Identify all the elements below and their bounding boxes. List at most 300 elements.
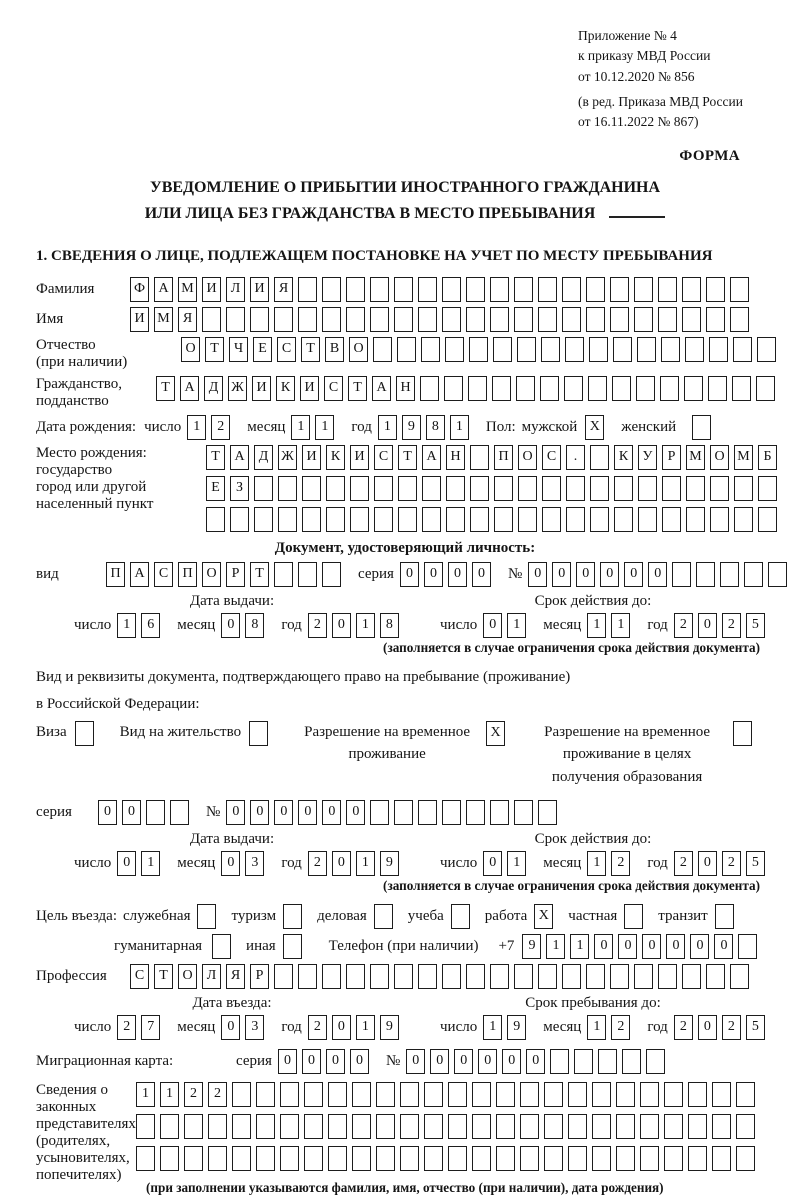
char-box[interactable] [346, 964, 365, 989]
char-box[interactable]: 9 [380, 851, 399, 876]
char-box[interactable]: М [178, 277, 197, 302]
char-box[interactable] [304, 1114, 323, 1139]
char-box[interactable] [304, 1082, 323, 1107]
char-box[interactable] [206, 507, 225, 532]
char-box[interactable] [710, 476, 729, 501]
char-box[interactable]: 2 [674, 851, 693, 876]
char-box[interactable] [496, 1146, 515, 1171]
char-box[interactable]: Т [250, 562, 269, 587]
char-box[interactable] [298, 277, 317, 302]
char-box[interactable]: М [154, 307, 173, 332]
char-box[interactable] [374, 476, 393, 501]
char-box[interactable]: 1 [315, 415, 334, 440]
char-box[interactable] [592, 1146, 611, 1171]
char-box[interactable]: 1 [141, 851, 160, 876]
purpose-official-checkbox[interactable] [197, 904, 216, 929]
char-box[interactable] [302, 507, 321, 532]
char-box[interactable] [394, 307, 413, 332]
char-box[interactable] [446, 476, 465, 501]
char-box[interactable]: 2 [211, 415, 230, 440]
char-box[interactable]: Р [250, 964, 269, 989]
char-box[interactable]: 0 [624, 562, 643, 587]
char-box[interactable]: Б [758, 445, 777, 470]
char-box[interactable]: П [106, 562, 125, 587]
char-box[interactable] [565, 337, 584, 362]
char-box[interactable]: 0 [698, 851, 717, 876]
char-box[interactable] [730, 964, 749, 989]
char-box[interactable]: К [326, 445, 345, 470]
char-box[interactable] [232, 1114, 251, 1139]
char-box[interactable]: И [130, 307, 149, 332]
char-box[interactable]: М [734, 445, 753, 470]
char-box[interactable]: П [178, 562, 197, 587]
char-box[interactable]: 0 [526, 1049, 545, 1074]
char-box[interactable]: 0 [600, 562, 619, 587]
char-box[interactable]: 3 [245, 851, 264, 876]
char-box[interactable] [616, 1114, 635, 1139]
char-box[interactable] [472, 1082, 491, 1107]
char-box[interactable] [730, 307, 749, 332]
char-box[interactable]: Т [348, 376, 367, 401]
char-box[interactable] [640, 1114, 659, 1139]
char-box[interactable]: К [614, 445, 633, 470]
char-box[interactable]: 9 [380, 1015, 399, 1040]
char-box[interactable] [544, 1146, 563, 1171]
char-box[interactable] [445, 337, 464, 362]
char-box[interactable] [640, 1082, 659, 1107]
char-box[interactable] [232, 1146, 251, 1171]
char-box[interactable] [304, 1146, 323, 1171]
char-box[interactable]: Я [226, 964, 245, 989]
char-box[interactable] [538, 964, 557, 989]
char-box[interactable] [592, 1114, 611, 1139]
char-box[interactable]: 5 [746, 1015, 765, 1040]
char-box[interactable]: 1 [378, 415, 397, 440]
char-box[interactable]: 2 [722, 1015, 741, 1040]
char-box[interactable] [736, 1146, 755, 1171]
char-box[interactable] [613, 337, 632, 362]
char-box[interactable]: 0 [221, 1015, 240, 1040]
char-box[interactable]: 0 [332, 1015, 351, 1040]
purpose-private-checkbox[interactable] [624, 904, 643, 929]
char-box[interactable]: С [324, 376, 343, 401]
char-box[interactable] [424, 1082, 443, 1107]
char-box[interactable] [278, 476, 297, 501]
char-box[interactable] [682, 277, 701, 302]
char-box[interactable]: 0 [122, 800, 141, 825]
char-box[interactable]: Т [301, 337, 320, 362]
char-box[interactable] [736, 1114, 755, 1139]
char-box[interactable]: 1 [483, 1015, 502, 1040]
char-box[interactable] [730, 277, 749, 302]
char-box[interactable] [424, 1146, 443, 1171]
char-box[interactable]: 0 [642, 934, 661, 959]
char-box[interactable]: М [686, 445, 705, 470]
char-box[interactable] [586, 964, 605, 989]
char-box[interactable]: 0 [424, 562, 443, 587]
char-box[interactable] [446, 507, 465, 532]
char-box[interactable] [280, 1146, 299, 1171]
char-box[interactable]: 0 [594, 934, 613, 959]
char-box[interactable] [616, 1146, 635, 1171]
char-box[interactable] [256, 1114, 275, 1139]
char-box[interactable] [616, 1082, 635, 1107]
char-box[interactable] [470, 445, 489, 470]
char-box[interactable] [520, 1082, 539, 1107]
char-box[interactable] [768, 562, 787, 587]
char-box[interactable]: 1 [356, 613, 375, 638]
char-box[interactable] [720, 562, 739, 587]
char-box[interactable] [756, 376, 775, 401]
purpose-transit-checkbox[interactable] [715, 904, 734, 929]
char-box[interactable] [622, 1049, 641, 1074]
char-box[interactable] [614, 507, 633, 532]
char-box[interactable]: Р [662, 445, 681, 470]
char-box[interactable] [661, 337, 680, 362]
char-box[interactable] [328, 1082, 347, 1107]
char-box[interactable]: 1 [117, 613, 136, 638]
char-box[interactable] [538, 307, 557, 332]
char-box[interactable] [376, 1114, 395, 1139]
char-box[interactable] [370, 277, 389, 302]
char-box[interactable] [444, 376, 463, 401]
char-box[interactable] [640, 1146, 659, 1171]
char-box[interactable] [184, 1114, 203, 1139]
char-box[interactable]: 0 [618, 934, 637, 959]
char-box[interactable] [610, 307, 629, 332]
char-box[interactable]: 2 [722, 851, 741, 876]
char-box[interactable] [538, 800, 557, 825]
char-box[interactable]: И [302, 445, 321, 470]
char-box[interactable]: 0 [117, 851, 136, 876]
char-box[interactable]: Е [206, 476, 225, 501]
char-box[interactable] [397, 337, 416, 362]
char-box[interactable] [448, 1114, 467, 1139]
char-box[interactable]: 1 [160, 1082, 179, 1107]
char-box[interactable]: Т [206, 445, 225, 470]
char-box[interactable] [518, 476, 537, 501]
char-box[interactable] [274, 964, 293, 989]
char-box[interactable]: 2 [208, 1082, 227, 1107]
char-box[interactable]: 1 [507, 613, 526, 638]
char-box[interactable] [472, 1146, 491, 1171]
char-box[interactable] [490, 964, 509, 989]
char-box[interactable]: 2 [308, 1015, 327, 1040]
char-box[interactable] [376, 1082, 395, 1107]
char-box[interactable] [490, 277, 509, 302]
char-box[interactable]: 2 [674, 1015, 693, 1040]
char-box[interactable] [688, 1114, 707, 1139]
char-box[interactable] [710, 507, 729, 532]
char-box[interactable] [664, 1082, 683, 1107]
char-box[interactable] [472, 1114, 491, 1139]
char-box[interactable]: 1 [187, 415, 206, 440]
char-box[interactable] [550, 1049, 569, 1074]
char-box[interactable] [448, 1082, 467, 1107]
char-box[interactable] [230, 507, 249, 532]
char-box[interactable] [758, 507, 777, 532]
char-box[interactable]: О [202, 562, 221, 587]
char-box[interactable] [733, 337, 752, 362]
char-box[interactable] [469, 337, 488, 362]
char-box[interactable]: 0 [483, 851, 502, 876]
char-box[interactable] [490, 307, 509, 332]
char-box[interactable] [280, 1114, 299, 1139]
char-box[interactable] [170, 800, 189, 825]
char-box[interactable]: 0 [406, 1049, 425, 1074]
char-box[interactable] [376, 1146, 395, 1171]
char-box[interactable]: А [180, 376, 199, 401]
char-box[interactable] [322, 307, 341, 332]
char-box[interactable]: И [252, 376, 271, 401]
char-box[interactable]: 5 [746, 613, 765, 638]
char-box[interactable]: Н [396, 376, 415, 401]
char-box[interactable] [610, 277, 629, 302]
char-box[interactable] [146, 800, 165, 825]
char-box[interactable] [520, 1146, 539, 1171]
purpose-humanitarian-checkbox[interactable] [212, 934, 231, 959]
char-box[interactable]: О [178, 964, 197, 989]
char-box[interactable] [466, 277, 485, 302]
char-box[interactable]: 7 [141, 1015, 160, 1040]
purpose-other-checkbox[interactable] [283, 934, 302, 959]
char-box[interactable]: Н [446, 445, 465, 470]
char-box[interactable] [706, 307, 725, 332]
char-box[interactable] [496, 1114, 515, 1139]
char-box[interactable]: 2 [674, 613, 693, 638]
char-box[interactable]: Ж [278, 445, 297, 470]
char-box[interactable] [422, 476, 441, 501]
char-box[interactable] [598, 1049, 617, 1074]
char-box[interactable]: А [372, 376, 391, 401]
char-box[interactable]: 0 [472, 562, 491, 587]
char-box[interactable]: 1 [611, 613, 630, 638]
option-temp-residence-education-checkbox[interactable] [733, 721, 752, 746]
char-box[interactable] [590, 476, 609, 501]
char-box[interactable]: А [422, 445, 441, 470]
char-box[interactable] [328, 1146, 347, 1171]
char-box[interactable]: 0 [221, 851, 240, 876]
char-box[interactable] [614, 476, 633, 501]
purpose-study-checkbox[interactable] [451, 904, 470, 929]
char-box[interactable] [442, 307, 461, 332]
char-box[interactable] [136, 1114, 155, 1139]
char-box[interactable]: 0 [98, 800, 117, 825]
char-box[interactable] [688, 1082, 707, 1107]
char-box[interactable]: 0 [698, 1015, 717, 1040]
char-box[interactable]: 0 [698, 613, 717, 638]
char-box[interactable] [374, 507, 393, 532]
char-box[interactable]: 5 [746, 851, 765, 876]
char-box[interactable] [346, 277, 365, 302]
char-box[interactable] [496, 1082, 515, 1107]
char-box[interactable]: 0 [648, 562, 667, 587]
char-box[interactable] [662, 476, 681, 501]
char-box[interactable] [544, 1082, 563, 1107]
char-box[interactable]: 0 [274, 800, 293, 825]
char-box[interactable] [540, 376, 559, 401]
char-box[interactable] [562, 307, 581, 332]
char-box[interactable] [589, 337, 608, 362]
char-box[interactable] [373, 337, 392, 362]
char-box[interactable] [400, 1146, 419, 1171]
char-box[interactable] [418, 800, 437, 825]
char-box[interactable] [278, 507, 297, 532]
char-box[interactable] [708, 376, 727, 401]
char-box[interactable] [564, 376, 583, 401]
char-box[interactable]: 9 [402, 415, 421, 440]
char-box[interactable]: 8 [245, 613, 264, 638]
char-box[interactable] [322, 964, 341, 989]
char-box[interactable]: А [230, 445, 249, 470]
char-box[interactable] [696, 562, 715, 587]
char-box[interactable] [346, 307, 365, 332]
char-box[interactable]: 1 [587, 1015, 606, 1040]
char-box[interactable] [664, 1114, 683, 1139]
char-box[interactable] [328, 1114, 347, 1139]
char-box[interactable] [442, 800, 461, 825]
char-box[interactable] [538, 277, 557, 302]
char-box[interactable] [370, 800, 389, 825]
char-box[interactable] [590, 445, 609, 470]
char-box[interactable] [638, 507, 657, 532]
char-box[interactable] [709, 337, 728, 362]
char-box[interactable] [541, 337, 560, 362]
char-box[interactable]: 0 [478, 1049, 497, 1074]
char-box[interactable]: И [350, 445, 369, 470]
char-box[interactable]: 3 [245, 1015, 264, 1040]
char-box[interactable]: 0 [454, 1049, 473, 1074]
char-box[interactable]: Т [154, 964, 173, 989]
char-box[interactable]: 2 [117, 1015, 136, 1040]
char-box[interactable] [202, 307, 221, 332]
char-box[interactable] [736, 1082, 755, 1107]
char-box[interactable] [442, 277, 461, 302]
char-box[interactable] [274, 307, 293, 332]
char-box[interactable]: 1 [291, 415, 310, 440]
char-box[interactable] [658, 307, 677, 332]
char-box[interactable] [208, 1114, 227, 1139]
char-box[interactable]: 0 [552, 562, 571, 587]
char-box[interactable] [568, 1114, 587, 1139]
char-box[interactable]: Ч [229, 337, 248, 362]
char-box[interactable] [706, 277, 725, 302]
char-box[interactable] [468, 376, 487, 401]
char-box[interactable] [442, 964, 461, 989]
char-box[interactable] [184, 1146, 203, 1171]
char-box[interactable] [421, 337, 440, 362]
char-box[interactable] [646, 1049, 665, 1074]
char-box[interactable]: 0 [714, 934, 733, 959]
char-box[interactable]: 2 [308, 613, 327, 638]
char-box[interactable]: 6 [141, 613, 160, 638]
char-box[interactable] [568, 1146, 587, 1171]
purpose-tourism-checkbox[interactable] [283, 904, 302, 929]
char-box[interactable] [302, 476, 321, 501]
char-box[interactable]: Т [205, 337, 224, 362]
option-visa-checkbox[interactable] [75, 721, 94, 746]
char-box[interactable] [568, 1082, 587, 1107]
char-box[interactable] [256, 1146, 275, 1171]
char-box[interactable] [400, 1082, 419, 1107]
char-box[interactable] [682, 307, 701, 332]
char-box[interactable] [562, 964, 581, 989]
char-box[interactable]: У [638, 445, 657, 470]
char-box[interactable] [612, 376, 631, 401]
char-box[interactable] [352, 1114, 371, 1139]
char-box[interactable] [544, 1114, 563, 1139]
char-box[interactable] [514, 800, 533, 825]
char-box[interactable] [352, 1082, 371, 1107]
char-box[interactable]: 1 [546, 934, 565, 959]
char-box[interactable] [520, 1114, 539, 1139]
char-box[interactable] [517, 337, 536, 362]
char-box[interactable] [744, 562, 763, 587]
char-box[interactable]: И [250, 277, 269, 302]
char-box[interactable] [298, 562, 317, 587]
char-box[interactable]: Я [178, 307, 197, 332]
char-box[interactable] [684, 376, 703, 401]
char-box[interactable] [254, 507, 273, 532]
char-box[interactable] [494, 476, 513, 501]
char-box[interactable] [574, 1049, 593, 1074]
char-box[interactable]: 9 [507, 1015, 526, 1040]
char-box[interactable]: В [325, 337, 344, 362]
char-box[interactable] [638, 476, 657, 501]
char-box[interactable] [226, 307, 245, 332]
char-box[interactable]: 2 [611, 1015, 630, 1040]
char-box[interactable]: Д [254, 445, 273, 470]
char-box[interactable]: С [154, 562, 173, 587]
char-box[interactable] [470, 507, 489, 532]
char-box[interactable]: 0 [576, 562, 595, 587]
char-box[interactable]: 0 [298, 800, 317, 825]
purpose-business-checkbox[interactable] [374, 904, 393, 929]
char-box[interactable]: Л [202, 964, 221, 989]
char-box[interactable]: О [710, 445, 729, 470]
char-box[interactable] [658, 277, 677, 302]
char-box[interactable]: Ж [228, 376, 247, 401]
char-box[interactable]: О [349, 337, 368, 362]
purpose-work-checkbox[interactable]: X [534, 904, 553, 929]
char-box[interactable]: 0 [502, 1049, 521, 1074]
char-box[interactable] [542, 476, 561, 501]
char-box[interactable]: 0 [332, 613, 351, 638]
char-box[interactable]: 1 [136, 1082, 155, 1107]
char-box[interactable]: Р [226, 562, 245, 587]
char-box[interactable]: 1 [450, 415, 469, 440]
char-box[interactable] [757, 337, 776, 362]
char-box[interactable]: 0 [528, 562, 547, 587]
char-box[interactable] [712, 1114, 731, 1139]
char-box[interactable] [394, 964, 413, 989]
char-box[interactable] [588, 376, 607, 401]
char-box[interactable]: 0 [400, 562, 419, 587]
char-box[interactable]: 0 [332, 851, 351, 876]
char-box[interactable] [493, 337, 512, 362]
char-box[interactable]: 0 [221, 613, 240, 638]
char-box[interactable] [370, 307, 389, 332]
char-box[interactable]: 2 [184, 1082, 203, 1107]
char-box[interactable] [634, 964, 653, 989]
char-box[interactable] [250, 307, 269, 332]
char-box[interactable]: А [130, 562, 149, 587]
char-box[interactable]: О [518, 445, 537, 470]
char-box[interactable] [734, 476, 753, 501]
char-box[interactable] [424, 1114, 443, 1139]
char-box[interactable] [466, 307, 485, 332]
char-box[interactable]: С [130, 964, 149, 989]
